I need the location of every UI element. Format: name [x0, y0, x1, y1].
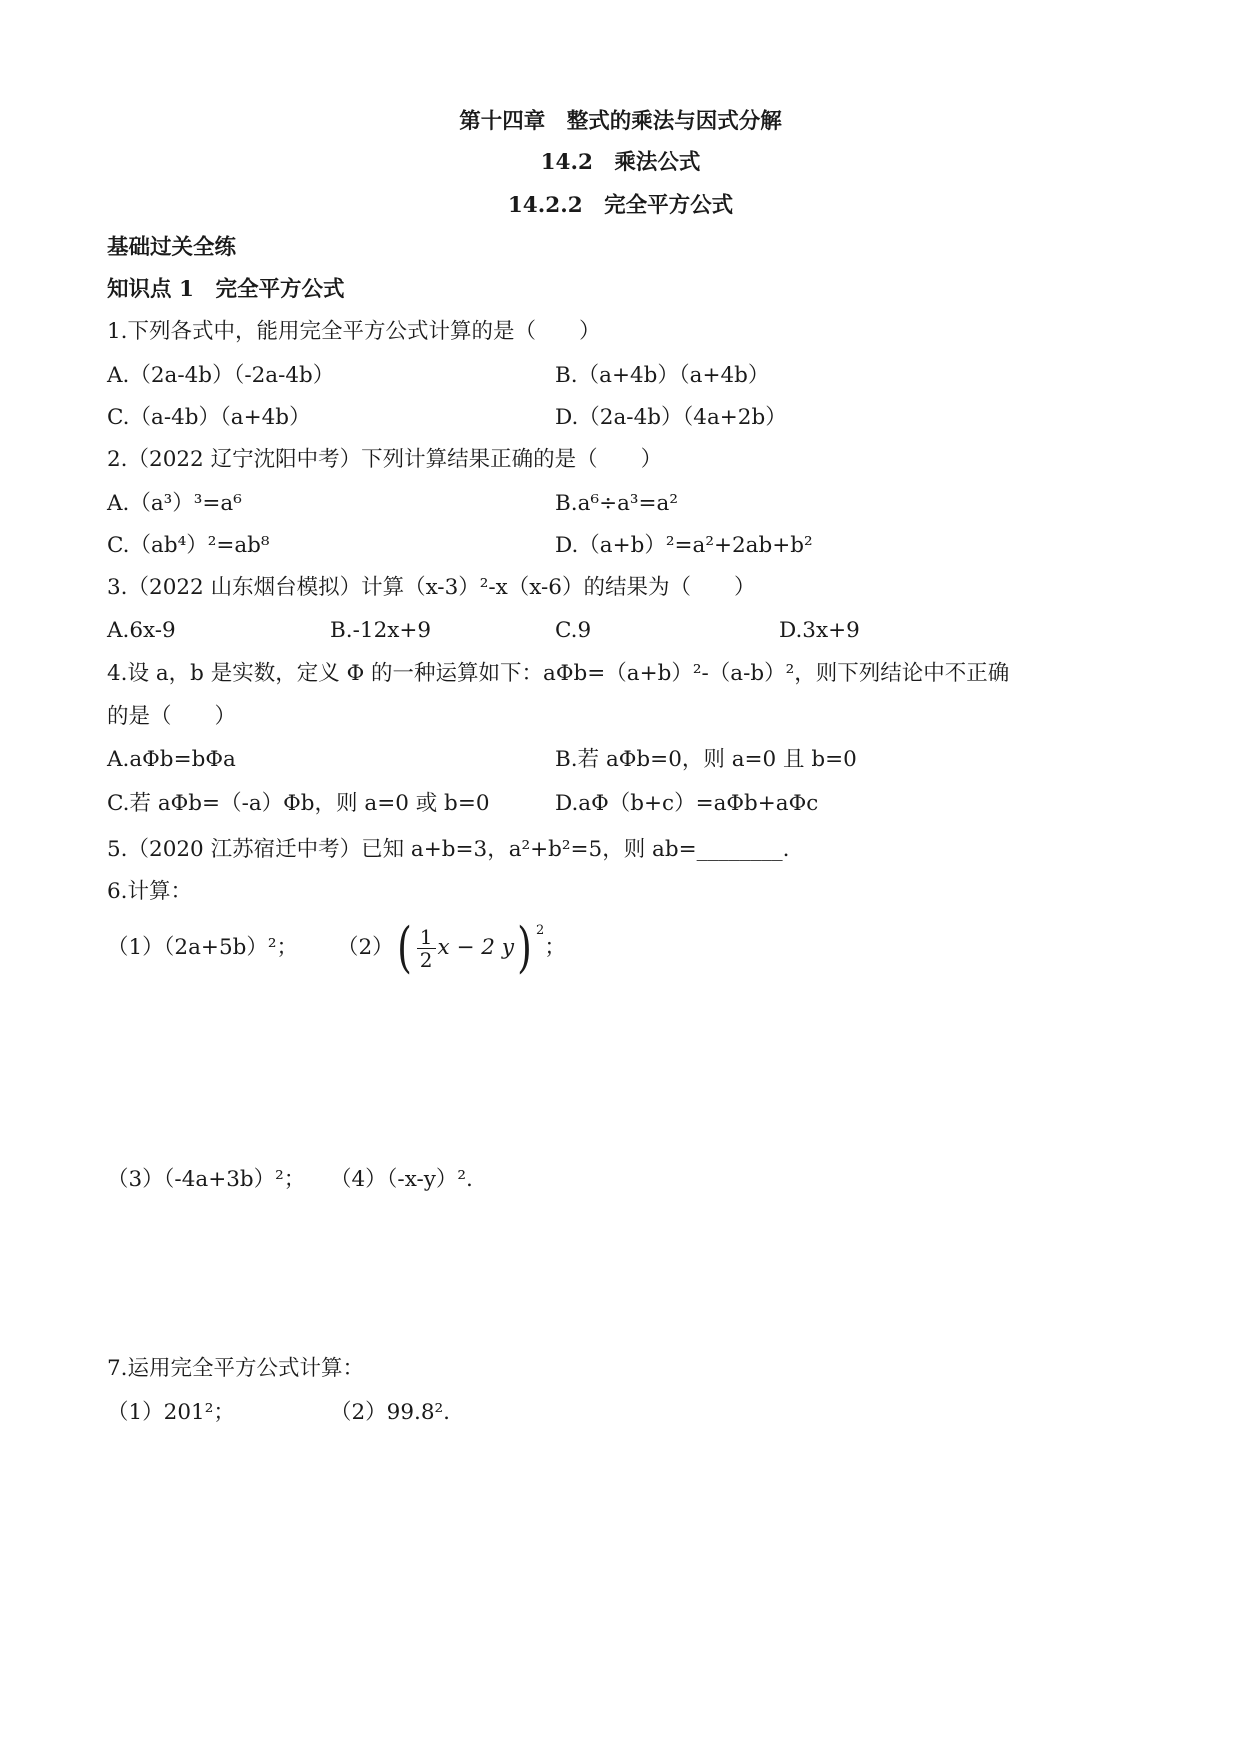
question-7-part-1: （1）201²； — [107, 1400, 235, 1425]
question-3-stem: 3.（2022 山东烟台模拟）计算（x-3）²-x（x-6）的结果为（ ） — [107, 575, 756, 600]
question-2-option-a: A.（a³）³=a⁶ — [107, 491, 242, 516]
question-1-option-a: A.（2a-4b）（-2a-4b） — [107, 363, 335, 388]
question-6-part-4: （4）（-x-y）². — [330, 1167, 473, 1192]
question-6-part-1: （1）（2a+5b）²； — [107, 935, 299, 960]
question-6-part-2 — [337, 916, 566, 979]
question-3-option-d: D.3x+9 — [779, 618, 860, 643]
question-6-part-2-label: （2） — [337, 935, 394, 960]
question-4-option-d: D.aΦ（b+c）=aΦb+aΦc — [555, 791, 819, 816]
question-2-option-b: B.a⁶÷a³=a² — [555, 491, 678, 516]
question-4-option-a: A.aΦb=bΦa — [107, 747, 236, 772]
left-paren: ( — [396, 916, 412, 979]
question-6-part-2-expr: x − 2 y — [437, 935, 514, 960]
question-4-option-b: B.若 aΦb=0，则 a=0 且 b=0 — [555, 747, 857, 772]
question-1-stem: 1.下列各式中，能用完全平方公式计算的是（ ） — [107, 319, 601, 344]
question-2-option-d: D.（a+b）²=a²+2ab+b² — [555, 533, 813, 558]
fraction-denominator: 2 — [419, 947, 433, 972]
question-5-stem: 5.（2020 江苏宿迁中考）已知 a+b=3，a²+b²=5，则 ab=________. — [107, 837, 790, 862]
question-7-stem: 7.运用完全平方公式计算： — [107, 1356, 365, 1381]
question-1-option-b: B.（a+4b）（a+4b） — [555, 363, 770, 388]
question-4-stem-line-1: 4.设 a，b 是实数，定义 Φ 的一种运算如下：aΦb=（a+b）²-（a-b）²，则下列结论中不正确 — [107, 661, 1010, 686]
question-4-stem-line-2: 的是（ ） — [107, 704, 237, 729]
question-3-option-c: C.9 — [555, 618, 592, 643]
question-3-option-b: B.-12x+9 — [330, 618, 432, 643]
knowledge-point-heading: 知识点 1 完全平方公式 — [107, 277, 345, 302]
question-2-stem: 2.（2022 辽宁沈阳中考）下列计算结果正确的是（ ） — [107, 447, 663, 472]
question-1-option-c: C.（a-4b）（a+4b） — [107, 405, 311, 430]
question-6-part-3: （3）（-4a+3b）²； — [107, 1167, 306, 1192]
question-2-option-c: C.（ab⁴）²=ab⁸ — [107, 533, 270, 558]
question-6-part-2-exponent: 2 — [536, 923, 545, 938]
subsection-title: 14.2.2 完全平方公式 — [507, 193, 734, 218]
right-paren: ) — [517, 916, 532, 979]
question-1-option-d: D.（2a-4b）（4a+2b） — [555, 405, 787, 430]
fraction-numerator: 1 — [417, 926, 436, 949]
section-title: 14.2 乘法公式 — [540, 150, 701, 175]
question-3-option-a: A.6x-9 — [107, 618, 176, 643]
practice-heading: 基础过关全练 — [107, 235, 237, 260]
chapter-title: 第十四章 整式的乘法与因式分解 — [459, 109, 782, 134]
question-7-part-2: （2）99.8². — [330, 1400, 451, 1425]
fraction-one-half — [417, 926, 436, 971]
question-6-part-2-end: ； — [544, 935, 566, 960]
question-4-option-c: C.若 aΦb=（-a）Φb，则 a=0 或 b=0 — [107, 791, 490, 816]
question-6-stem: 6.计算： — [107, 879, 193, 904]
